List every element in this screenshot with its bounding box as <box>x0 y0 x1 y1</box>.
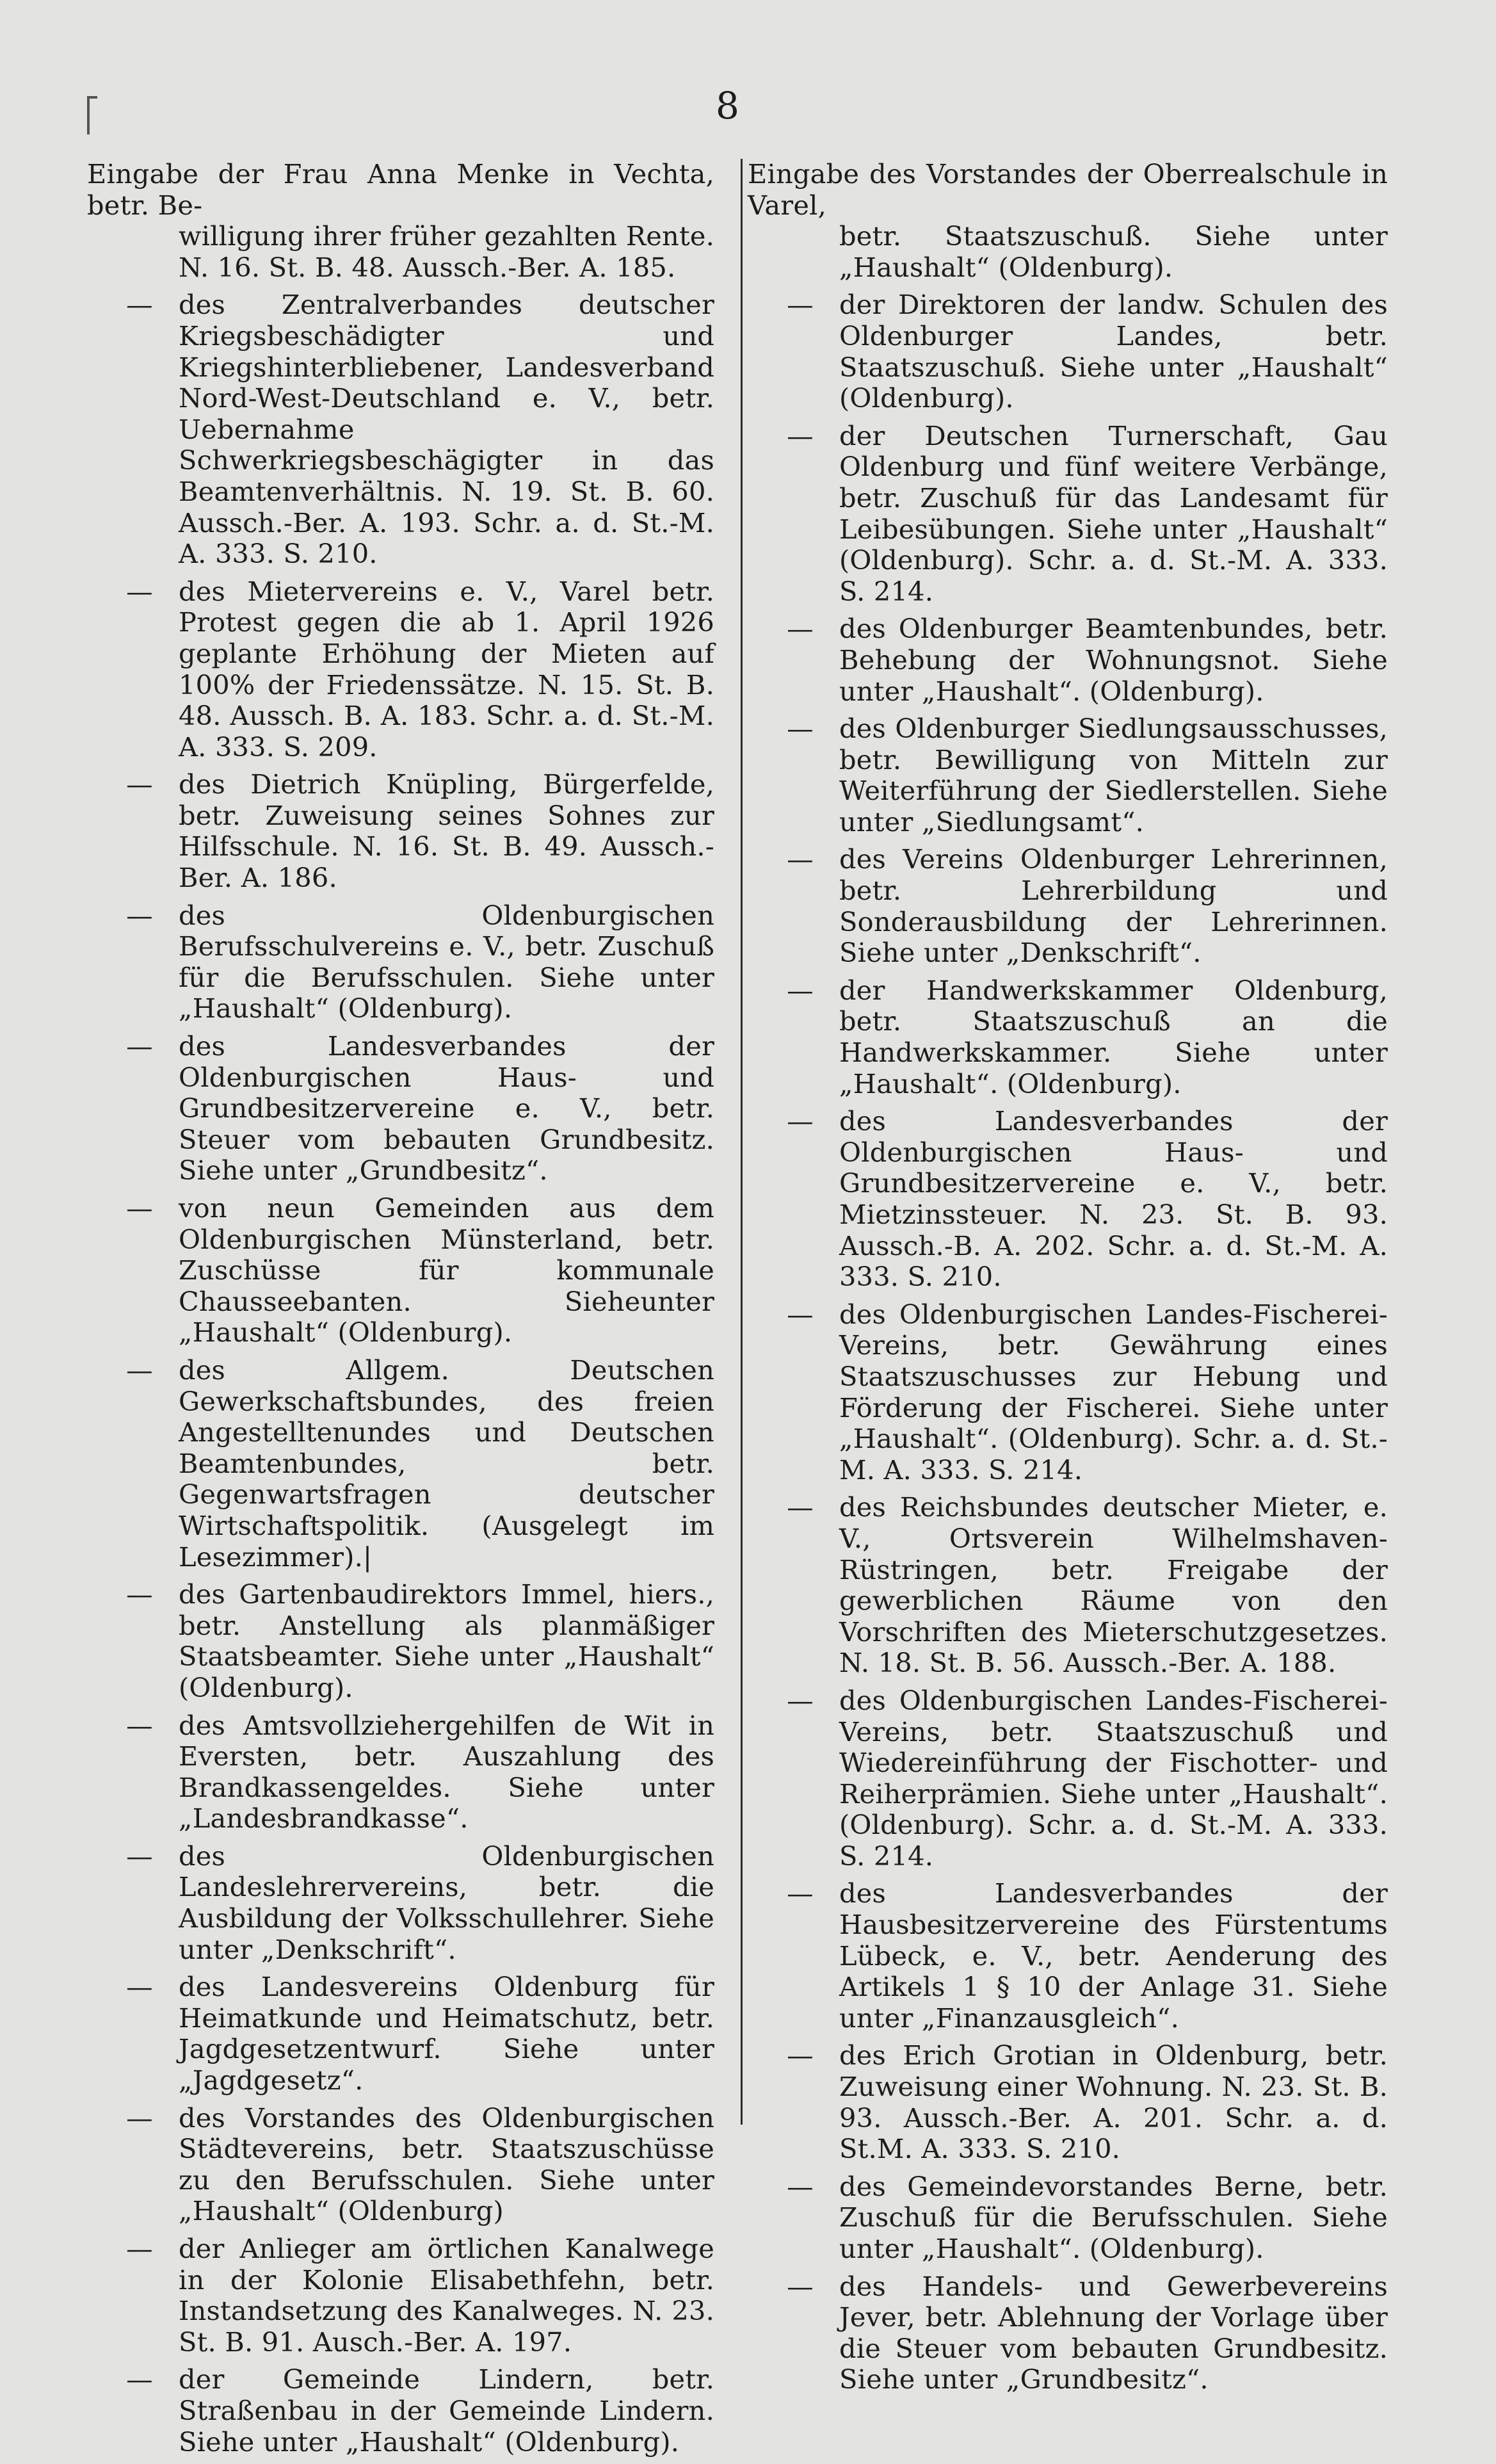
list-item <box>87 1579 714 1703</box>
list-item <box>87 1710 714 1835</box>
dash-mark: — <box>126 1354 153 1386</box>
entry-text: des Oldenburgischen Landes-Fischerei-Vereins, betr. Gewährung eines Staatszuschusses zur Hebung und Förderung der Fischerei. Siehe unter „Haushalt“. (Oldenburg). Schr. a. d. St.-M. A. 333. S. 214. <box>839 1298 1388 1486</box>
entry-text: des Gartenbaudirektors Immel, hiers., betr. Anstellung als planmäßiger Staatsbeamter. Siehe unter „Haushalt“ (Oldenburg). <box>179 1578 714 1703</box>
dash-mark: — <box>126 768 153 800</box>
list-item <box>87 769 714 893</box>
entry-text: des Zentralverbandes deutscher Kriegsbeschädigter und Kriegshinterbliebener, Landesverband Nord-West-Deutschland e. V., betr. Uebernahme Schwerkriegsbeschägigter in das Beamtenverhältnis. N. 19. St. B. 60. Aussch.-Ber. A. 193. Schr. a. d. St.-M. A. 333. S. 210. <box>179 289 714 570</box>
entry-text: des Allgem. Deutschen Gewerkschaftsbundes, des freien Angestelltenundes und Deutschen Beamtenbundes, betr. Gegenwartsfragen deutscher Wirtschaftspolitik. (Ausgelegt im Lesezimmer).| <box>179 1354 714 1573</box>
dash-mark: — <box>787 2270 814 2302</box>
list-item <box>87 576 714 763</box>
entry-text: des Landesverbandes der Oldenburgischen Haus- und Grundbesitzervereine e. V., betr. Steuer vom bebauten Grundbesitz. Siehe unter „Grundbesitz“. <box>179 1030 714 1187</box>
list-item <box>748 1106 1388 1293</box>
dash-mark: — <box>787 974 814 1006</box>
entry-text: des Landesvereins Oldenburg für Heimatkunde und Heimatschutz, betr. Jagdgesetzentwurf. Siehe unter „Jagdgesetz“. <box>179 1971 714 2096</box>
entry-continuation: betr. Staatszuschuß. Siehe unter „Haushalt“ (Oldenburg). <box>839 220 1388 283</box>
entry-text: des Gemeindevorstandes Berne, betr. Zuschuß für die Berufsschulen. Siehe unter „Haushalt“. (Oldenburg). <box>839 2170 1388 2264</box>
entry-text: des Mietervereins e. V., Varel betr. Protest gegen die ab 1. April 1926 geplante Erhöhung der Mieten auf 100% der Friedenssätze. N. 15. St. B. 48. Aussch. B. A. 183. Schr. a. d. St.-M. A. 333. S. 209. <box>179 575 714 763</box>
dash-mark: — <box>126 575 153 607</box>
entry-text: der Direktoren der landw. Schulen des Oldenburger Landes, betr. Staatszuschuß. Siehe unter „Haushalt“ (Oldenburg). <box>839 289 1388 414</box>
entry-text: des Oldenburgischen Landeslehrervereins, betr. die Ausbildung der Volksschullehrer. Siehe unter „Denkschrift“. <box>179 1840 714 1965</box>
list-item <box>87 1355 714 1573</box>
dash-mark: — <box>126 899 153 931</box>
dash-mark: — <box>787 1298 814 1330</box>
list-item <box>87 2233 714 2358</box>
entry-text: von neun Gemeinden aus dem Oldenburgischen Münsterland, betr. Zuschüsse für kommunale Chausseebanten. Sieheunter „Haushalt“ (Oldenburg). <box>179 1192 714 1349</box>
list-item <box>87 900 714 1025</box>
entry-text: des Erich Grotian in Oldenburg, betr. Zuweisung einer Wohnung. N. 23. St. B. 93. Aussch.-Ber. A. 201. Schr. a. d. St.M. A. 333. S. 210. <box>839 2039 1388 2165</box>
list-item <box>748 421 1388 608</box>
dash-mark: — <box>126 1192 153 1224</box>
entry-text: des Dietrich Knüpling, Bürgerfelde, betr. Zuweisung seines Sohnes zur Hilfsschule. N. 16. St. B. 49. Aussch.-Ber. A. 186. <box>179 768 714 894</box>
entry-lead-line: Eingabe der Frau Anna Menke in Vechta, betr. Be- <box>87 158 714 221</box>
entry-lead-line: Eingabe des Vorstandes der Oberrealschule in Varel, <box>748 158 1388 221</box>
dash-mark: — <box>787 419 814 451</box>
dash-mark: — <box>787 613 814 645</box>
dash-mark: — <box>126 1030 153 1062</box>
dash-mark: — <box>787 843 814 875</box>
entry-text: des Oldenburger Siedlungsausschusses, betr. Bewilligung von Mitteln zur Weiterführung der Siedlerstellen. Siehe unter „Siedlungsamt“. <box>839 713 1388 838</box>
entry-text: des Oldenburgischen Landes-Fischerei-Vereins, betr. Staatszuschuß und Wiedereinführung der Fischotter- und Reiherprämien. Siehe unter „Haushalt“. (Oldenburg). Schr. a. d. St.-M. A. 333. S. 214. <box>839 1684 1388 1872</box>
dash-mark: — <box>787 2039 814 2071</box>
entry-continuation: willigung ihrer früher gezahlten Rente. N. 16. St. B. 48. Aussch.-Ber. A. 185. <box>179 220 714 283</box>
entry-text: des Reichsbundes deutscher Mieter, e. V., Ortsverein Wilhelmshaven-Rüstringen, betr. Freigabe der gewerblichen Räume von den Vorschriften des Mieterschutzgesetzes. N. 18. St. B. 56. Aussch.-Ber. A. 188. <box>839 1491 1388 1679</box>
list-item <box>87 2364 714 2458</box>
list-item <box>748 613 1388 707</box>
dash-mark: — <box>787 1877 814 1909</box>
list-item <box>87 289 714 569</box>
list-item <box>748 1685 1388 1872</box>
entry-text: des Vereins Oldenburger Lehrerinnen, betr. Lehrerbildung und Sonderausbildung der Lehrerinnen. Siehe unter „Denkschrift“. <box>839 843 1388 969</box>
page-number: 8 <box>716 84 739 127</box>
dash-mark: — <box>126 1709 153 1741</box>
entry-text: der Deutschen Turnerschaft, Gau Oldenburg und fünf weitere Verbänge, betr. Zuschuß für das Landesamt für Leibesübungen. Siehe unter „Haushalt“ (Oldenburg). Schr. a. d. St.-M. A. 333. S. 214. <box>839 419 1388 607</box>
dash-mark: — <box>787 1105 814 1137</box>
entry-text: des Handels- und Gewerbevereins Jever, betr. Ablehnung der Vorlage über die Steuer vom bebauten Grundbesitz. Siehe unter „Grundbesitz“. <box>839 2270 1388 2395</box>
entry-text: des Oldenburger Beamtenbundes, betr. Behebung der Wohnungsnot. Siehe unter „Haushalt“. (Oldenburg). <box>839 613 1388 707</box>
list-item <box>748 289 1388 414</box>
dash-mark: — <box>126 2363 153 2395</box>
entry-text: der Gemeinde Lindern, betr. Straßenbau in der Gemeinde Lindern. Siehe unter „Haushalt“ (Oldenburg). <box>179 2363 714 2458</box>
entry-first <box>748 159 1388 283</box>
entry-first <box>87 159 714 283</box>
entry-text: der Handwerkskammer Oldenburg, betr. Staatszuschuß an die Handwerkskammer. Siehe unter „Haushalt“. (Oldenburg). <box>839 974 1388 1099</box>
list-item <box>748 713 1388 838</box>
list-item <box>748 1878 1388 2034</box>
dash-mark: — <box>126 1971 153 2003</box>
list-item <box>87 2103 714 2227</box>
list-item <box>87 1193 714 1349</box>
entry-text: der Anlieger am örtlichen Kanalwege in der Kolonie Elisabethfehn, betr. Instandsetzung des Kanalweges. N. 23. St. B. 91. Ausch.-Ber. A. 197. <box>179 2233 714 2358</box>
dash-mark: — <box>787 289 814 321</box>
list-item <box>748 1299 1388 1486</box>
dash-mark: — <box>787 713 814 745</box>
entry-text: des Vorstandes des Oldenburgischen Städtevereins, betr. Staatszuschüsse zu den Berufsschulen. Siehe unter „Haushalt“ (Oldenburg) <box>179 2102 714 2227</box>
list-item <box>748 975 1388 1099</box>
list-item <box>748 2171 1388 2265</box>
dash-mark: — <box>787 1684 814 1716</box>
dash-mark: — <box>126 1840 153 1872</box>
left-column <box>87 159 714 2464</box>
dash-mark: — <box>126 289 153 321</box>
list-item <box>748 2271 1388 2395</box>
column-divider <box>741 159 743 2125</box>
dash-mark: — <box>126 2102 153 2134</box>
entry-text: des Landesverbandes der Oldenburgischen Haus- und Grundbesitzervereine e. V., betr. Mietzinssteuer. N. 23. St. B. 93. Aussch.-B. A. 202. Schr. a. d. St.-M. A. 333. S. 210. <box>839 1105 1388 1293</box>
list-item <box>748 2040 1388 2164</box>
right-column <box>748 159 1388 2402</box>
list-item <box>87 1972 714 2096</box>
list-item <box>87 1841 714 1965</box>
entry-text: des Amtsvollziehergehilfen de Wit in Eversten, betr. Auszahlung des Brandkassengeldes. Siehe unter „Landesbrandkasse“. <box>179 1709 714 1835</box>
dash-mark: — <box>126 2233 153 2264</box>
entry-text: des Oldenburgischen Berufsschulvereins e. V., betr. Zuschuß für die Berufsschulen. Siehe unter „Haushalt“ (Oldenburg). <box>179 899 714 1025</box>
list-item <box>748 1492 1388 1679</box>
dash-mark: — <box>787 2170 814 2202</box>
entry-text: des Landesverbandes der Hausbesitzervereine des Fürstentums Lübeck, e. V., betr. Aenderung des Artikels 1 § 10 der Anlage 31. Siehe unter „Finanzausgleich“. <box>839 1877 1388 2034</box>
dash-mark: — <box>126 1578 153 1610</box>
dash-mark: — <box>787 1491 814 1523</box>
corner-mark <box>87 96 90 134</box>
list-item <box>748 844 1388 968</box>
list-item <box>87 1031 714 1187</box>
